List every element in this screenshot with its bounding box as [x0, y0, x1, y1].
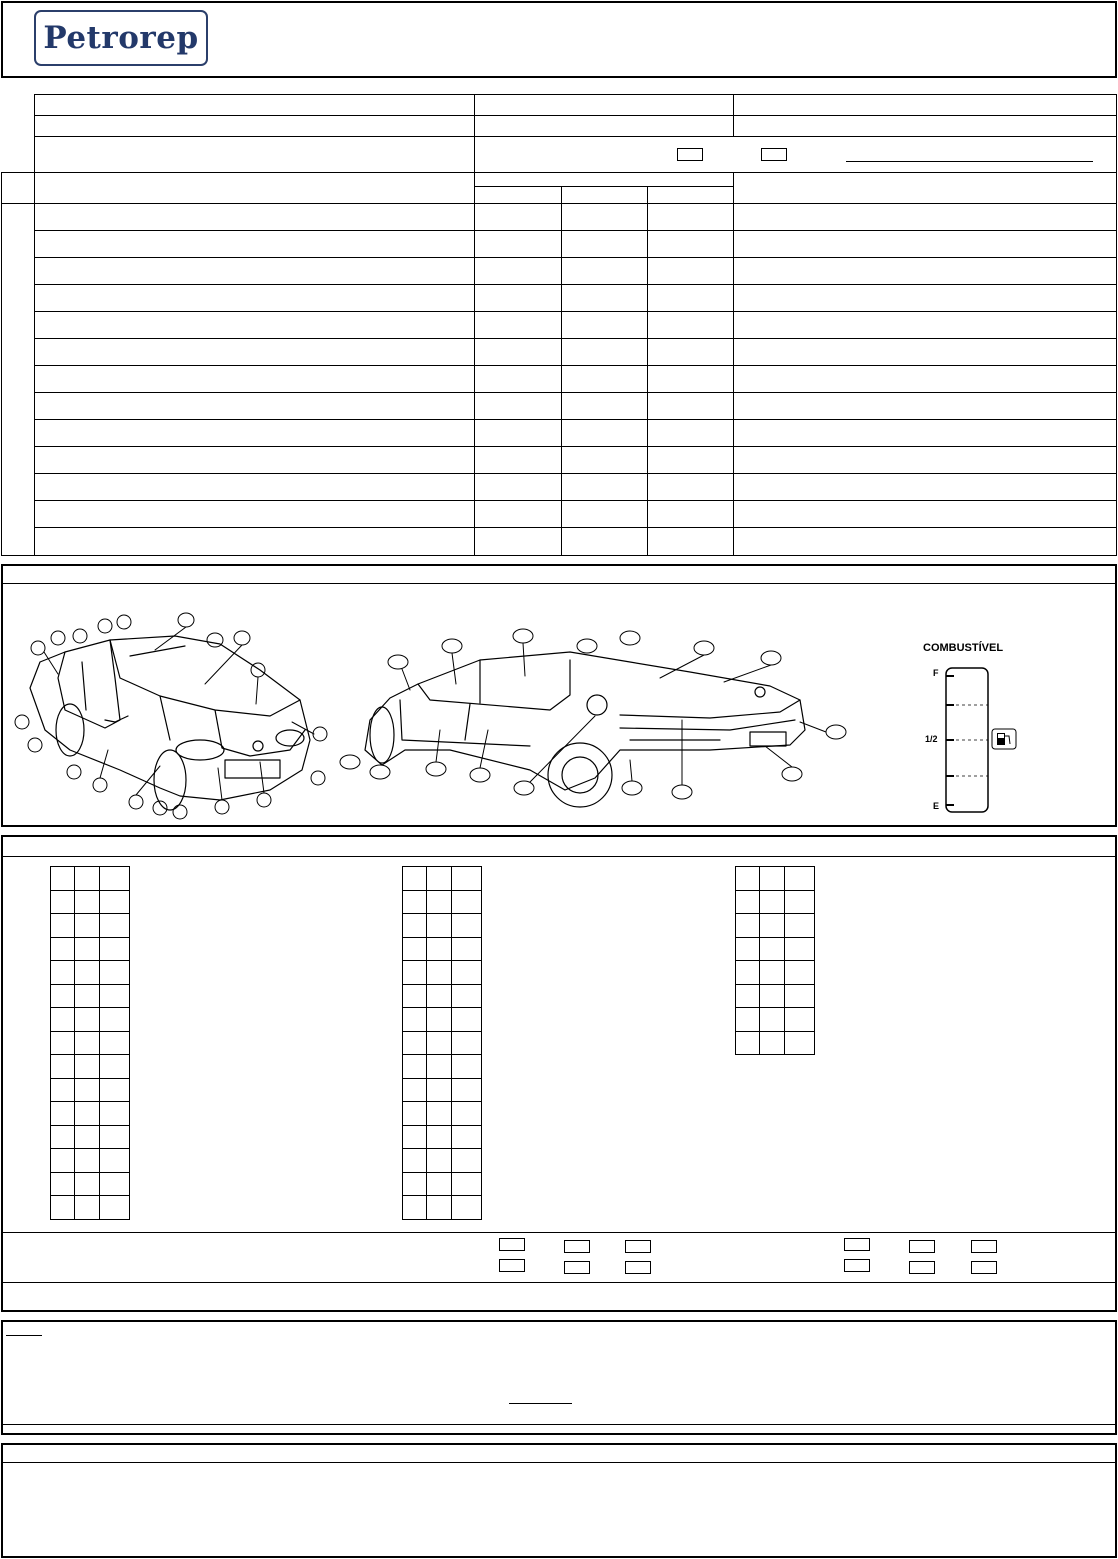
checklist-cell[interactable]	[759, 1007, 785, 1032]
observations-section	[1, 1443, 1117, 1558]
checklist-cell[interactable]	[451, 1054, 482, 1079]
checkbox-b3[interactable]	[625, 1261, 651, 1274]
checklist-cell[interactable]	[759, 890, 785, 915]
checklist-cell[interactable]	[451, 984, 482, 1009]
checklist-cell[interactable]	[74, 1172, 100, 1197]
checklist-cell[interactable]	[402, 1148, 427, 1173]
checkbox-a6[interactable]	[971, 1240, 997, 1253]
checklist-cell[interactable]	[451, 1101, 482, 1126]
checklist-cell[interactable]	[50, 1078, 75, 1103]
checklist-cell[interactable]	[50, 960, 75, 985]
checklist-cell[interactable]	[402, 913, 427, 938]
checklist-cell[interactable]	[74, 1101, 100, 1126]
checkbox-a2[interactable]	[564, 1240, 590, 1253]
checklist-cell[interactable]	[99, 866, 130, 891]
checklist-cell[interactable]	[99, 890, 130, 915]
checklist-cell[interactable]	[735, 1031, 760, 1056]
checklist-cell[interactable]	[426, 866, 452, 891]
checklist-cell[interactable]	[426, 1054, 452, 1079]
checkbox-b1[interactable]	[499, 1259, 525, 1272]
checkbox-a4[interactable]	[844, 1238, 870, 1251]
checklist-cell[interactable]	[74, 1125, 100, 1150]
checklist-cell[interactable]	[759, 866, 785, 891]
checklist-cell[interactable]	[426, 1078, 452, 1103]
checklist-cell[interactable]	[759, 937, 785, 962]
checklist-cell[interactable]	[50, 1195, 75, 1220]
checklist-cell[interactable]	[784, 960, 815, 985]
option-checkbox-2[interactable]	[761, 148, 787, 161]
checklist-cell[interactable]	[451, 1195, 482, 1220]
checkbox-a3[interactable]	[625, 1240, 651, 1253]
checklist-cell[interactable]	[759, 913, 785, 938]
checklist-cell[interactable]	[426, 1101, 452, 1126]
checklist-cell[interactable]	[74, 1078, 100, 1103]
checklist-cell[interactable]	[50, 1125, 75, 1150]
checklist-section	[1, 835, 1117, 1312]
checklist-cell[interactable]	[50, 984, 75, 1009]
fuel-pump-icon	[992, 729, 1016, 749]
checklist-cell[interactable]	[74, 1054, 100, 1079]
checklist-cell[interactable]	[451, 1078, 482, 1103]
checklist-cell[interactable]	[784, 984, 815, 1009]
checklist-cell[interactable]	[74, 1148, 100, 1173]
checklist-cell[interactable]	[451, 937, 482, 962]
checklist-cell[interactable]	[74, 984, 100, 1009]
checklist-cell[interactable]	[74, 1007, 100, 1032]
checklist-cell[interactable]	[784, 1031, 815, 1056]
car-front-three-quarter-icon	[30, 636, 310, 810]
checklist-cell[interactable]	[402, 1054, 427, 1079]
checklist-cell[interactable]	[402, 1172, 427, 1197]
checklist-cell[interactable]	[759, 960, 785, 985]
checklist-cell[interactable]	[50, 1148, 75, 1173]
checklist-grid-2	[402, 866, 481, 1219]
fuel-half-label: 1/2	[925, 734, 938, 744]
checklist-cell[interactable]	[74, 913, 100, 938]
checklist-cell[interactable]	[784, 937, 815, 962]
checklist-cell[interactable]	[99, 1078, 130, 1103]
checklist-cell[interactable]	[99, 1172, 130, 1197]
checklist-cell[interactable]	[74, 1031, 100, 1056]
checklist-cell[interactable]	[426, 1007, 452, 1032]
checklist-cell[interactable]	[50, 866, 75, 891]
checklist-cell[interactable]	[99, 1148, 130, 1173]
fuel-gauge	[946, 668, 988, 812]
checklist-cell[interactable]	[426, 1148, 452, 1173]
checklist-cell[interactable]	[735, 866, 760, 891]
checklist-cell[interactable]	[426, 1125, 452, 1150]
checklist-grid-1	[50, 866, 129, 1219]
option-checkbox-1[interactable]	[677, 148, 703, 161]
checklist-cell[interactable]	[451, 1007, 482, 1032]
checklist-cell[interactable]	[74, 866, 100, 891]
car-rear-three-quarter-icon	[365, 652, 805, 807]
checklist-cell[interactable]	[426, 984, 452, 1009]
checklist-cell[interactable]	[99, 984, 130, 1009]
checklist-cell[interactable]	[784, 913, 815, 938]
checklist-cell[interactable]	[50, 890, 75, 915]
checklist-cell[interactable]	[74, 960, 100, 985]
checklist-cell[interactable]	[99, 1031, 130, 1056]
checklist-cell[interactable]	[735, 1007, 760, 1032]
checklist-cell[interactable]	[735, 913, 760, 938]
checklist-cell[interactable]	[451, 890, 482, 915]
checklist-cell[interactable]	[451, 1031, 482, 1056]
fuel-full-label: F	[933, 668, 939, 678]
checkbox-b4[interactable]	[844, 1259, 870, 1272]
checklist-cell[interactable]	[451, 866, 482, 891]
vehicle-info-table	[0, 0, 1118, 560]
checklist-cell[interactable]	[99, 1125, 130, 1150]
checklist-cell[interactable]	[99, 937, 130, 962]
checklist-cell[interactable]	[759, 984, 785, 1009]
checklist-cell[interactable]	[426, 960, 452, 985]
checklist-grid-3	[735, 866, 814, 1051]
checklist-cell[interactable]	[784, 1007, 815, 1032]
checklist-cell[interactable]	[74, 1195, 100, 1220]
checklist-cell[interactable]	[735, 960, 760, 985]
checklist-cell[interactable]	[402, 1195, 427, 1220]
checklist-cell[interactable]	[50, 913, 75, 938]
checkbox-b2[interactable]	[564, 1261, 590, 1274]
checklist-cell[interactable]	[402, 960, 427, 985]
checklist-cell[interactable]	[784, 866, 815, 891]
fill-in-line	[846, 161, 1093, 162]
checklist-cell[interactable]	[402, 984, 427, 1009]
checklist-cell[interactable]	[74, 937, 100, 962]
checklist-cell[interactable]	[759, 1031, 785, 1056]
checklist-cell[interactable]	[426, 937, 452, 962]
checklist-cell[interactable]	[402, 1078, 427, 1103]
checklist-cell[interactable]	[426, 913, 452, 938]
checklist-cell[interactable]	[426, 890, 452, 915]
checklist-cell[interactable]	[402, 1007, 427, 1032]
checklist-cell[interactable]	[99, 1195, 130, 1220]
note-section	[1, 1320, 1117, 1435]
checkbox-a5[interactable]	[909, 1240, 935, 1253]
fuel-empty-label: E	[933, 801, 940, 811]
checklist-cell[interactable]	[451, 960, 482, 985]
checklist-cell[interactable]	[451, 913, 482, 938]
checklist-cell[interactable]	[50, 1054, 75, 1079]
checklist-cell[interactable]	[50, 1007, 75, 1032]
checklist-cell[interactable]	[426, 1172, 452, 1197]
fuel-gauge-title: COMBUSTÍVEL	[923, 642, 1004, 654]
checklist-cell[interactable]	[451, 1125, 482, 1150]
checklist-cell[interactable]	[735, 937, 760, 962]
company-logo: Petrorep	[34, 10, 208, 66]
checklist-cell[interactable]	[426, 1195, 452, 1220]
checklist-cell[interactable]	[50, 1101, 75, 1126]
signature-line	[509, 1403, 572, 1404]
checklist-cell[interactable]	[50, 1172, 75, 1197]
checklist-cell[interactable]	[402, 1125, 427, 1150]
checklist-cell[interactable]	[735, 890, 760, 915]
checklist-cell[interactable]	[402, 1031, 427, 1056]
checklist-cell[interactable]	[426, 1031, 452, 1056]
checkbox-a1[interactable]	[499, 1238, 525, 1251]
checklist-cell[interactable]	[402, 937, 427, 962]
checkbox-b6[interactable]	[971, 1261, 997, 1274]
checklist-cell[interactable]	[735, 984, 760, 1009]
checklist-cell[interactable]	[402, 890, 427, 915]
vehicle-damage-diagram	[10, 600, 1110, 822]
checklist-cell[interactable]	[784, 890, 815, 915]
checklist-cell[interactable]	[50, 1031, 75, 1056]
checklist-cell[interactable]	[99, 1054, 130, 1079]
checkbox-b5[interactable]	[909, 1261, 935, 1274]
checklist-cell[interactable]	[402, 1101, 427, 1126]
checklist-cell[interactable]	[50, 937, 75, 962]
checklist-cell[interactable]	[451, 1172, 482, 1197]
checklist-cell[interactable]	[99, 1007, 130, 1032]
checklist-cell[interactable]	[99, 913, 130, 938]
checklist-cell[interactable]	[99, 960, 130, 985]
checklist-cell[interactable]	[402, 866, 427, 891]
checklist-cell[interactable]	[99, 1101, 130, 1126]
checklist-cell[interactable]	[451, 1148, 482, 1173]
note-heading-underline	[6, 1335, 42, 1336]
checklist-cell[interactable]	[74, 890, 100, 915]
